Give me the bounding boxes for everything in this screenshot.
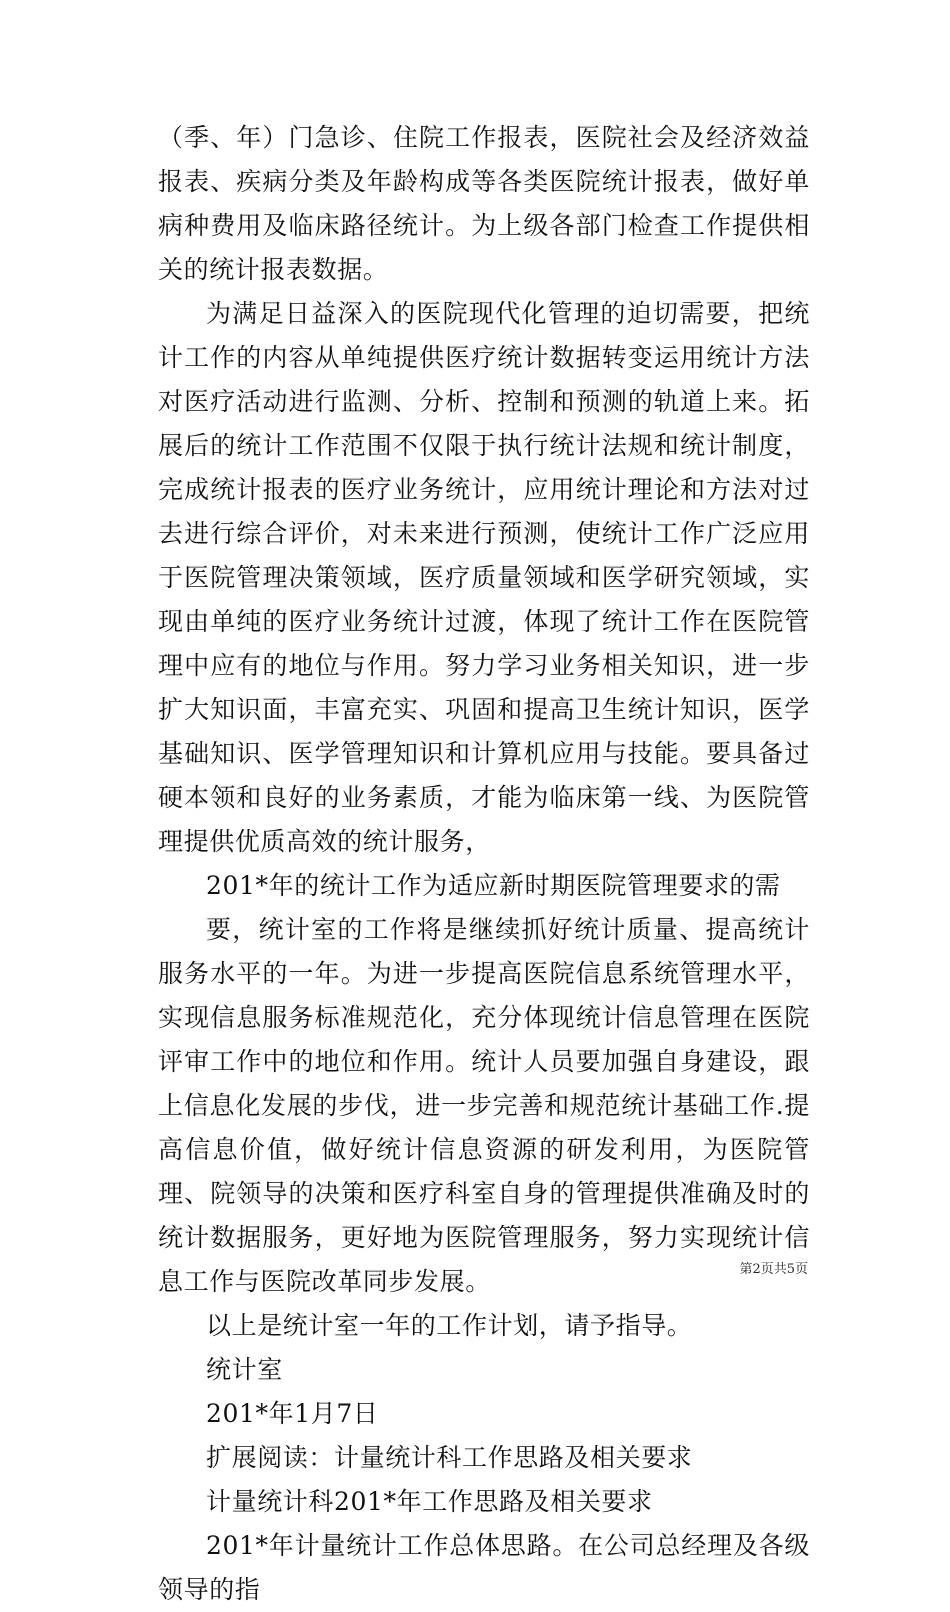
paragraph: 要，统计室的工作将是继续抓好统计质量、提高统计服务水平的一年。为进一步提高医院信息系统管理水平，实现信息服务标准规范化，充分体现统计信息管理在医院评审工作中的地位和作用。统计人员要加强自身建设，跟上信息化发展的步伐，进一步完善和规范统计基础工作.提高信息价值，做好统计信息资源的研发利用，为医院管理、院领导的决策和医疗科室自身的管理提供准确及时的统计数据服务，更好地为医院管理服务，努力实现统计信息工作与医院改革同步发展。 [158,915,810,1296]
paragraph: （季、年）门急诊、住院工作报表，医院社会及经济效益报表、疾病分类及年龄构成等各类医院统计报表，做好单病种费用及临床路径统计。为上级各部门检查工作提供相关的统计报表数据。 [158,123,810,284]
closing-line: 以上是统计室一年的工作计划，请予指导。 [206,1311,693,1340]
paragraph: 为满足日益深入的医院现代化管理的迫切需要，把统计工作的内容从单纯提供医疗统计数据转变运用统计方法对医疗活动进行监测、分析、控制和预测的轨道上来。拓展后的统计工作范围不仅限于执行统计法规和统计制度，完成统计报表的医疗业务统计，应用统计理论和方法对过去进行综合评价，对未来进行预测，使统计工作广泛应用于医院管理决策领域，医疗质量领域和医学研究领域，实现由单纯的医疗业务统计过渡，体现了统计工作在医院管理中应有的地位与作用。努力学习业务相关知识，进一步扩大知识面，丰富充实、巩固和提高卫生统计知识，医学基础知识、医学管理知识和计算机应用与技能。要具备过硬本领和良好的业务素质，才能为临床第一线、为医院管理提供优质高效的统计服务， [158,299,810,856]
signature-date: 201*年1月7日 [206,1399,379,1428]
page-number: 第2页共5页 [739,1262,808,1277]
extended-reading-heading: 扩展阅读：计量统计科工作思路及相关要求 [206,1443,693,1472]
paragraph: 201*年计量统计工作总体思路。在公司总经理及各级领导的指 [158,1531,810,1604]
paragraph: 201*年的统计工作为适应新时期医院管理要求的需 [206,871,781,900]
section-title: 计量统计科201*年工作思路及相关要求 [206,1487,653,1516]
signature-department: 统计室 [206,1355,283,1384]
document-body [158,116,810,1612]
